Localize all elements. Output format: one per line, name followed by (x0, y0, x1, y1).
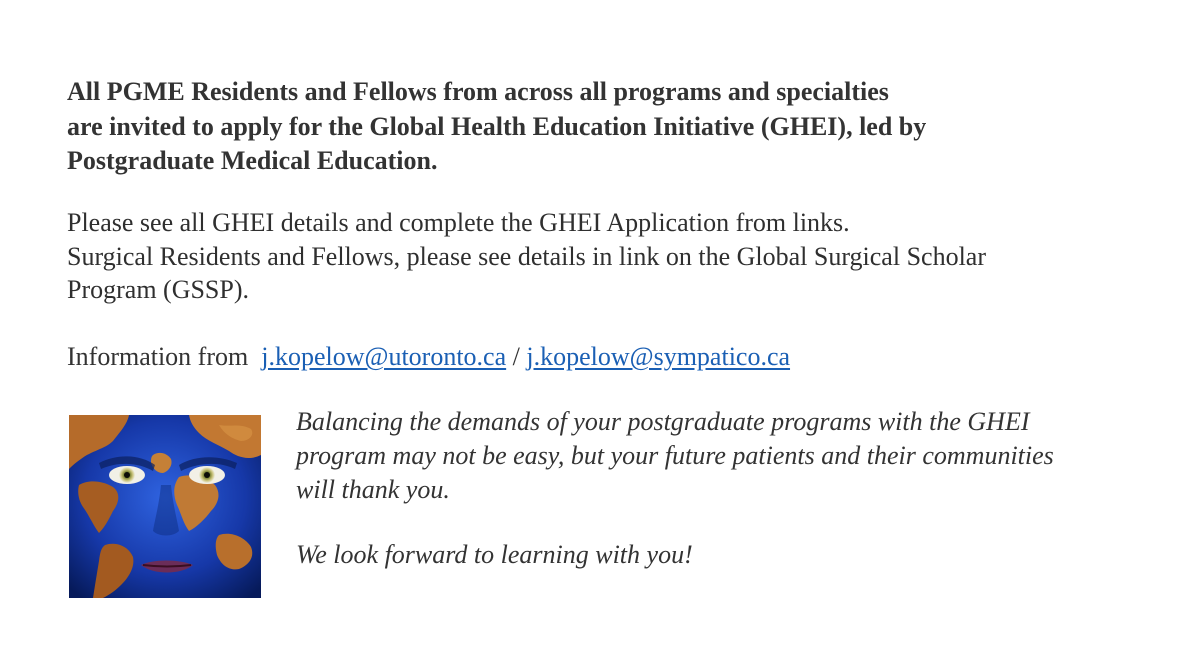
quote-line-3: will thank you. (296, 475, 450, 504)
quote-line-4: We look forward to learning with you! (296, 540, 693, 569)
email-separator: / (512, 342, 520, 371)
painted-face-world-map-image (69, 415, 261, 598)
details-line-2: Surgical Residents and Fellows, please see details in link on the Global Surgical Scholar (67, 242, 986, 271)
intro-line-3: Postgraduate Medical Education. (67, 146, 438, 175)
details-line-3: Program (GSSP). (67, 275, 250, 304)
contact-line (67, 341, 790, 373)
contact-prefix: Information from (67, 342, 249, 371)
intro-line-2: are invited to apply for the Global Health Education Initiative (GHEI), led by (67, 112, 927, 141)
email-link-sympatico[interactable]: j.kopelow@sympatico.ca (526, 342, 791, 371)
intro-line-1: All PGME Residents and Fellows from across all programs and specialties (67, 77, 889, 106)
quote-line-2: program may not be easy, but your future patients and their communities (296, 441, 1054, 470)
quote-line-1: Balancing the demands of your postgraduate programs with the GHEI (296, 407, 1030, 436)
email-link-utoronto[interactable]: j.kopelow@utoronto.ca (261, 342, 507, 371)
details-line-1: Please see all GHEI details and complete the GHEI Application from links. (67, 208, 850, 237)
